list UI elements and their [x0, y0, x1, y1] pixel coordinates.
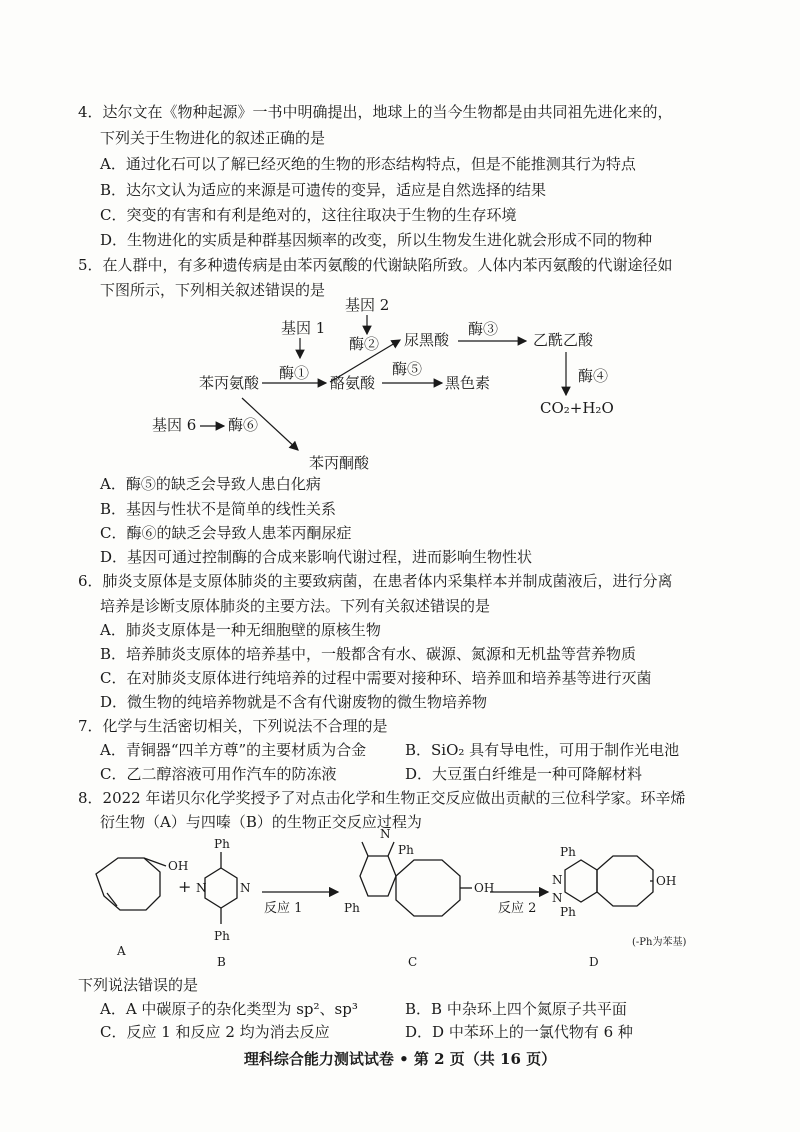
page-footer: 理科综合能力测试试卷 • 第 2 页（共 16 页） — [243, 1050, 557, 1068]
reaction2-label: 反应 2 — [498, 901, 537, 916]
compound-d-ph-top: Ph — [560, 845, 576, 859]
q5-option-b: B．基因与性状不是简单的线性关系 — [100, 500, 337, 518]
compound-d-n-label-2: N — [552, 891, 563, 905]
reaction1-label: 反应 1 — [264, 901, 303, 916]
enzyme1-label: 酶① — [279, 364, 310, 382]
label-c: C — [408, 955, 418, 969]
gene2-label: 基因 2 — [345, 296, 390, 314]
q8-option-d: D．D 中苯环上的一氯代物有 6 种 — [405, 1023, 633, 1041]
q8-option-b: B．B 中杂环上四个氮原子共平面 — [405, 1000, 627, 1018]
gene6-label: 基因 6 — [152, 416, 197, 434]
compound-a-oh-label: OH — [168, 859, 189, 873]
q7-stem: 7．化学与生活密切相关，下列说法不合理的是 — [78, 717, 388, 735]
co2-h2o-label: CO₂+H₂O — [540, 399, 614, 417]
compound-c-ph-bottom: Ph — [344, 901, 360, 915]
label-b: B — [217, 955, 226, 969]
acetoacetate-label: 乙酰乙酸 — [533, 331, 594, 349]
reaction-scheme — [0, 827, 800, 976]
tyrosine-label: 酪氨酸 — [330, 374, 376, 392]
compound-d-n-label: N — [552, 873, 563, 887]
compound-b-ph-top: Ph — [214, 837, 230, 851]
q4-stem-line2: 下列关于生物进化的叙述正确的是 — [100, 129, 326, 147]
compound-b-n-label-2: N — [196, 881, 207, 895]
q6-stem-line1: 6．肺炎支原体是支原体肺炎的主要致病菌，在患者体内采集样本并制成菌液后，进行分离 — [78, 572, 673, 590]
q4-option-a: A．通过化石可以了解已经灭绝的生物的形态结构特点，但是不能推测其行为特点 — [100, 155, 636, 173]
q4-stem-line1: 4．达尔文在《物种起源》一书中明确提出，地球上的当今生物都是由共同祖先进化来的， — [78, 103, 673, 121]
q6-stem-line2: 培养是诊断支原体肺炎的主要方法。下列有关叙述错误的是 — [100, 597, 491, 615]
phenylalanine-label: 苯丙氨酸 — [199, 374, 260, 392]
compound-d-ring — [565, 860, 597, 902]
q5-stem-line2: 下图所示，下列相关叙述错误的是 — [100, 281, 326, 299]
enzyme6-label: 酶⑥ — [228, 416, 259, 434]
compound-d-ph-bottom: Ph — [560, 905, 576, 919]
q8-stem-line1: 8．2022 年诺贝尔化学奖授予了对点击化学和生物正交反应做出贡献的三位科学家。环辛烯 — [78, 789, 686, 807]
melanin-label: 黑色素 — [445, 374, 491, 392]
q6-option-d: D．微生物的纯培养物就是不含有代谢废物的微生物培养物 — [100, 693, 488, 711]
q5-option-c: C．酶⑥的缺乏会导致人患苯丙酮尿症 — [100, 524, 352, 542]
compound-c-ph-top: Ph — [398, 843, 414, 857]
enzyme5-label: 酶⑤ — [392, 360, 423, 378]
q6-option-a: A．肺炎支原体是一种无细胞壁的原核生物 — [100, 621, 381, 639]
compound-c-oh-label: OH — [474, 881, 495, 895]
metabolic-pathway-diagram — [0, 290, 800, 480]
enzyme4-label: 酶④ — [578, 367, 609, 385]
plus-sign: + — [178, 877, 192, 896]
compound-b-ph-bottom: Ph — [214, 929, 230, 943]
homogentisic-acid-label: 尿黑酸 — [404, 331, 450, 349]
compound-c-ring — [360, 856, 396, 896]
q8-stem-line2: 衍生物（A）与四嗪（B）的生物正交反应过程为 — [100, 813, 422, 831]
q8-option-a: A．A 中碳原子的杂化类型为 sp²、sp³ — [100, 1000, 358, 1018]
q7-option-a: A．青铜器“四羊方尊”的主要材质为合金 — [100, 741, 367, 759]
gene1-label: 基因 1 — [281, 319, 326, 337]
q4-option-d: D．生物进化的实质是种群基因频率的改变，所以生物发生进化就会形成不同的物种 — [100, 231, 653, 249]
phenyl-note: (-Ph为苯基) — [632, 937, 687, 948]
compound-d-oh-label: OH — [656, 874, 677, 888]
label-d: D — [589, 955, 599, 969]
enzyme2-label: 酶② — [349, 335, 380, 353]
q5-option-a: A．酶⑤的缺乏会导致人患白化病 — [100, 475, 321, 493]
phenylpyruvate-label: 苯丙酮酸 — [309, 454, 370, 472]
label-a: A — [117, 944, 126, 958]
q7-option-b: B．SiO₂ 具有导电性，可用于制作光电池 — [405, 741, 680, 759]
q4-option-b: B．达尔文认为适应的来源是可遗传的变异，适应是自然选择的结果 — [100, 181, 547, 199]
compound-b-ring — [205, 868, 237, 908]
q5-option-d: D．基因可通过控制酶的合成来影响代谢过程，进而影响生物性状 — [100, 548, 533, 566]
q8-ask: 下列说法错误的是 — [78, 976, 199, 994]
q6-option-b: B．培养肺炎支原体的培养基中，一般都含有水、碳源、氮源和无机盐等营养物质 — [100, 645, 637, 663]
compound-a-ring — [96, 858, 160, 910]
q7-option-d: D．大豆蛋白纤维是一种可降解材料 — [405, 765, 643, 783]
q7-option-c: C．乙二醇溶液可用作汽车的防冻液 — [100, 765, 337, 783]
q6-option-c: C．在对肺炎支原体进行纯培养的过程中需要对接种环、培养皿和培养基等进行灭菌 — [100, 669, 652, 687]
compound-c-n-label: N — [380, 827, 391, 841]
q8-option-c: C．反应 1 和反应 2 均为消去反应 — [100, 1023, 330, 1041]
q4-option-c: C．突变的有害和有利是绝对的，这往往取决于生物的生存环境 — [100, 206, 517, 224]
compound-b-n-label: N — [240, 881, 251, 895]
q5-stem-line1: 5．在人群中，有多种遗传病是由苯丙氨酸的代谢缺陷所致。人体内苯丙氨酸的代谢途径如 — [78, 256, 673, 274]
enzyme3-label: 酶③ — [468, 320, 499, 338]
